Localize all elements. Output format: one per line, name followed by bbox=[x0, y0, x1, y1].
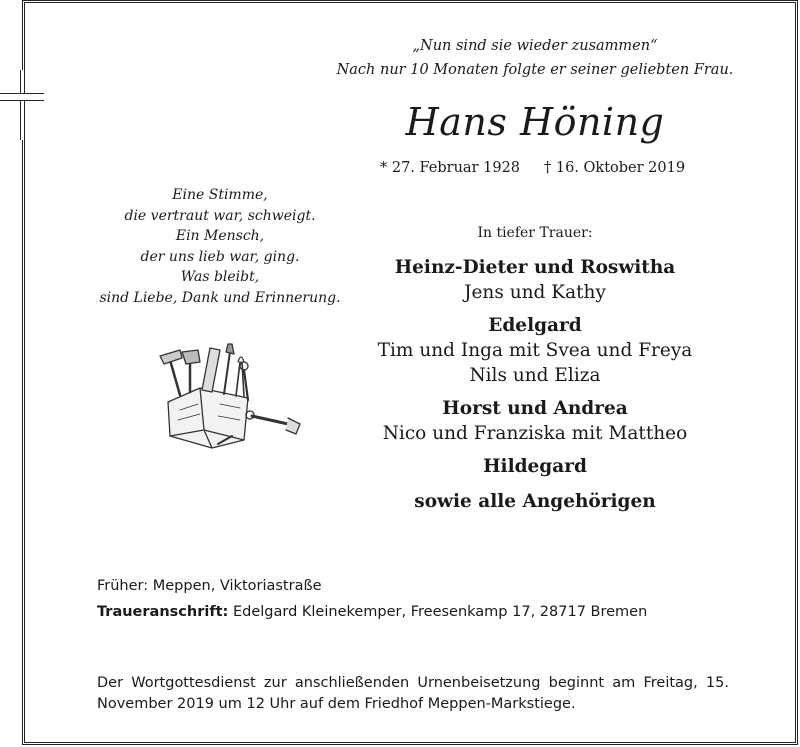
poem-line: Eine Stimme, bbox=[172, 187, 268, 203]
mourner-head: Heinz-Dieter und Roswitha bbox=[394, 257, 676, 278]
mourning-address-label: Traueranschrift: bbox=[97, 604, 229, 620]
mourner-line: Nils und Eliza bbox=[469, 365, 601, 386]
death-date: † 16. Oktober 2019 bbox=[544, 160, 686, 176]
poem-line: sind Liebe, Dank und Erinnerung. bbox=[99, 289, 341, 306]
mourner-head: Hildegard bbox=[483, 456, 587, 477]
deceased-name: Hans Höning bbox=[405, 100, 665, 144]
mourner-head: sowie alle Angehörigen bbox=[414, 491, 656, 512]
birth-date: * 27. Februar 1928 bbox=[380, 160, 521, 176]
mourner-head: Horst und Andrea bbox=[442, 398, 628, 419]
mourning-address bbox=[97, 604, 647, 620]
service-notice: Der Wortgottesdienst zur anschließenden Urnenbeisetzung beginnt am Freitag, 15. November 2019 um 12 Uhr auf dem Friedhof Meppen-Markstiege. bbox=[97, 675, 729, 712]
mourners-list bbox=[0, 255, 800, 514]
quote-line-2: Nach nur 10 Monaten folgte er seiner geliebten Frau. bbox=[336, 62, 734, 78]
mourning-intro: In tiefer Trauer: bbox=[477, 225, 593, 241]
mourner-line: Jens und Kathy bbox=[464, 282, 606, 303]
toolbox-icon bbox=[140, 340, 310, 455]
mourner-line: Tim und Inga mit Svea und Freya bbox=[377, 340, 693, 361]
former-address: Früher: Meppen, Viktoriastraße bbox=[97, 578, 322, 594]
poem-line: der uns lieb war, ging. bbox=[140, 248, 300, 265]
quote-line-1: „Nun sind sie wieder zusammen“ bbox=[412, 38, 658, 54]
poem-line: Was bleibt, bbox=[180, 269, 260, 285]
life-dates bbox=[380, 160, 685, 176]
poem-line: die vertraut war, schweigt. bbox=[124, 207, 316, 224]
mourner-line: Nico und Franziska mit Mattheo bbox=[382, 423, 688, 444]
poem-line: Ein Mensch, bbox=[175, 228, 265, 244]
mourning-address-value: Edelgard Kleinekemper, Freesenkamp 17, 28717 Bremen bbox=[228, 604, 648, 620]
mourner-head: Edelgard bbox=[488, 315, 582, 336]
